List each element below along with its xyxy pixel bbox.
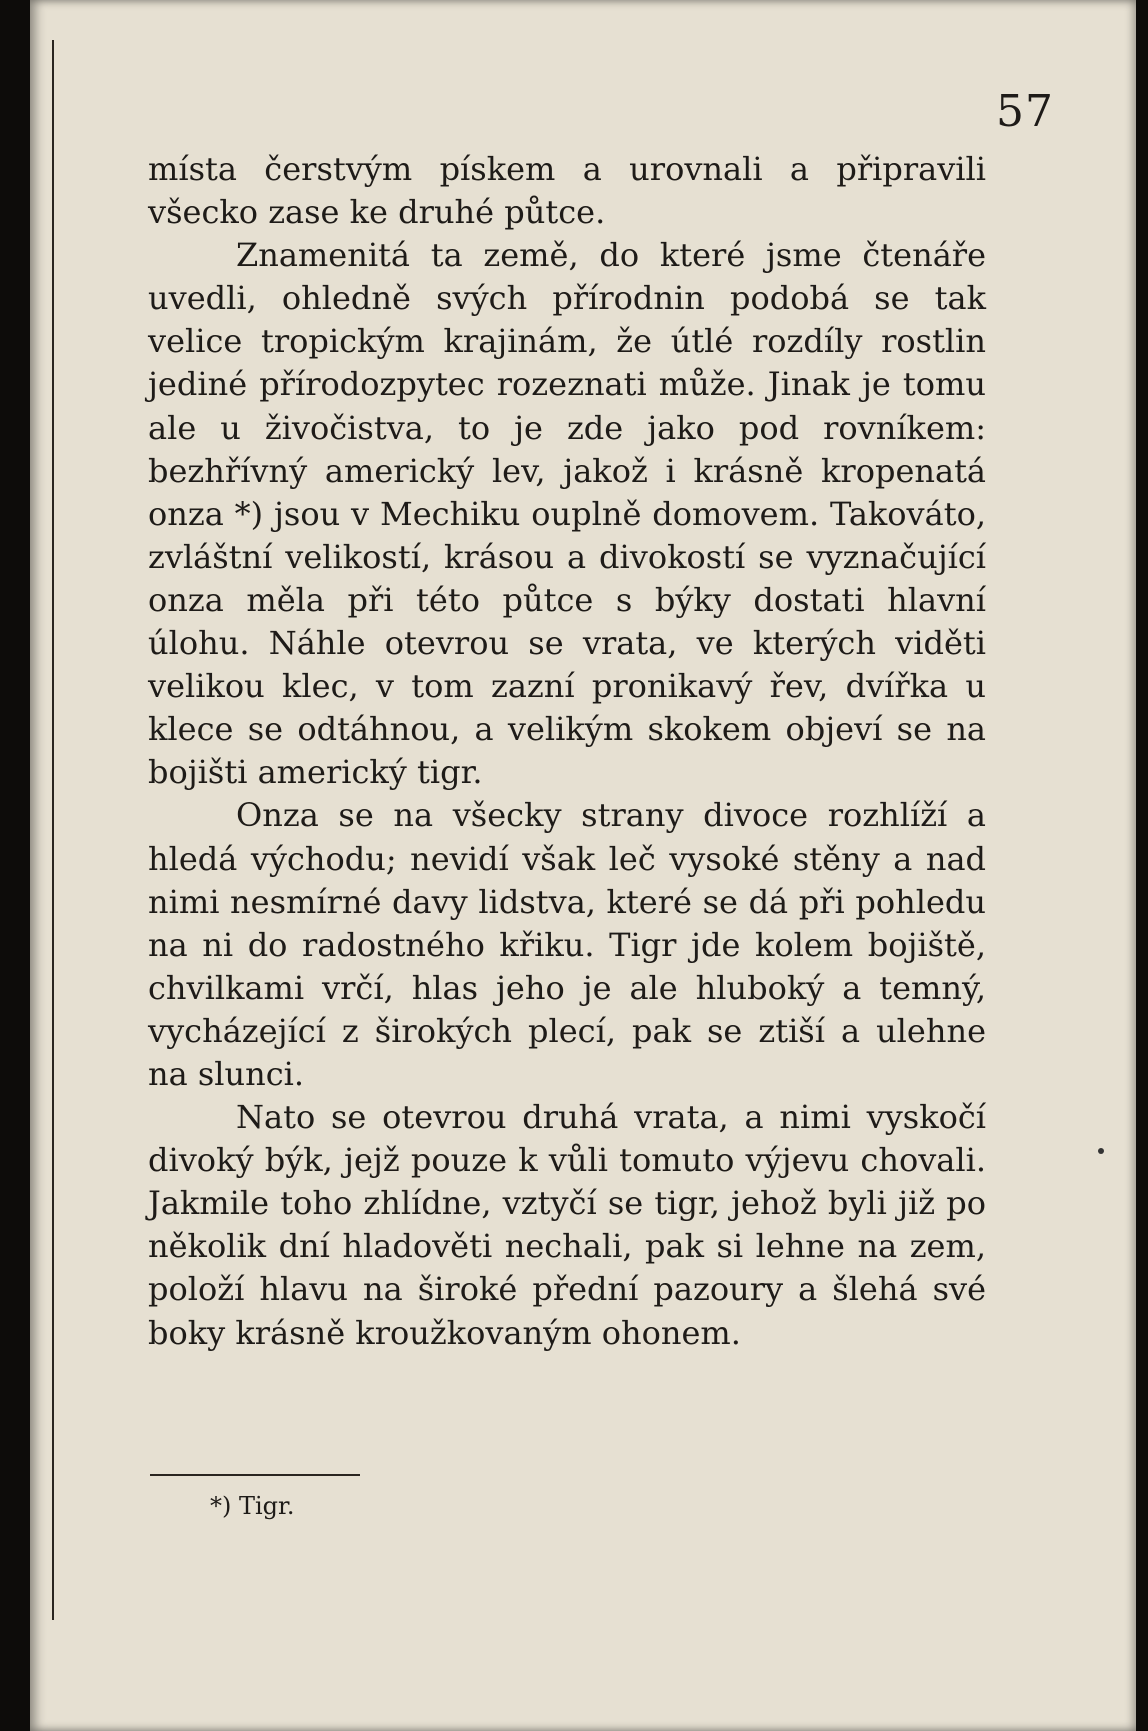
paragraph-onza-looks-around: Onza se na všecky strany divoce rozhlíží a hledá východu; nevidí však leč vysoké stěny a nad nimi nesmírné davy lidstva, které se dá při pohledu na ni do radostného křiku. Tigr jde kolem bojiště, chvilkami vrčí, hlas jeho je ale hluboký a temný, vycházející z širokých plecí, pak se ztiší a ulehne na slunci.	[148, 796, 986, 1093]
footnote: *) Tigr.	[210, 1492, 295, 1520]
body-text	[148, 148, 986, 1355]
book-page	[30, 0, 1136, 1731]
ink-speck	[1098, 1148, 1104, 1154]
paragraph-bull-enters: Nato se otevrou druhá vrata, a nimi vyskočí divoký býk, jejž pouze k vůli tomuto výjevu chovali. Jakmile toho zhlídne, vztyčí se tigr, jehož byli již po několik dní hladověti nechali, pak si lehne na zem, položí hlavu na široké přední pazoury a šlehá své boky krásně kroužkovaným ohonem.	[148, 1098, 986, 1352]
paragraph-continuation: místa čerstvým pískem a urovnali a připravili všecko zase ke druhé půtce.	[148, 150, 986, 232]
page-spine-edge	[52, 40, 54, 1620]
footnote-divider	[150, 1474, 360, 1476]
page-number: 57	[996, 86, 1054, 137]
paragraph-land-and-animals: Znamenitá ta země, do které jsme čtenáře uvedli, ohledně svých přírodnin podobá se tak velice tropickým krajinám, že útlé rozdíly rostlin jediné přírodozpytec rozeznati může. Jinak je tomu ale u živočistva, to je zde jako pod rovníkem: bezhřívný americký lev, jakož i krásně kropenatá onza *) jsou v Mechiku ouplně domovem. Takováto, zvláštní velikostí, krásou a divokostí se vyznačující onza měla při této půtce s býky dostati hlavní úlohu. Náhle otevrou se vrata, ve kterých viděti velikou klec, v tom zazní pronikavý řev, dvířka u klece se odtáhnou, a velikým skokem objeví se na bojišti americký tigr.	[148, 236, 986, 792]
